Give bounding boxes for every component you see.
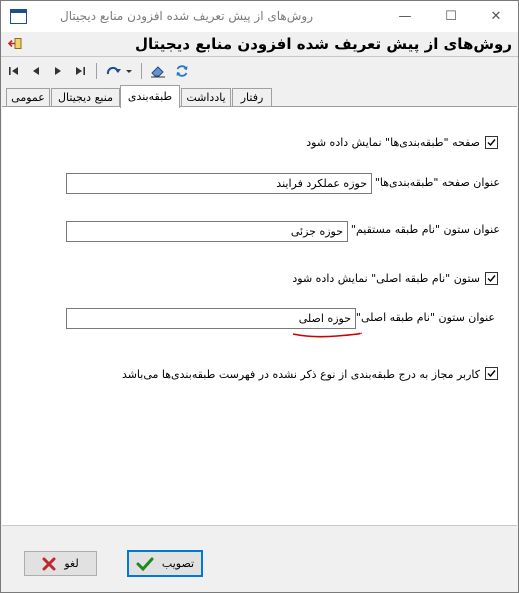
- window-title: روش‌های از پیش تعریف شده افزودن منابع دیجیتال: [60, 9, 313, 23]
- undo-dropdown-icon[interactable]: [104, 62, 134, 80]
- direct-class-column-title-field[interactable]: [66, 221, 348, 242]
- cancel-x-icon: [42, 557, 56, 571]
- main-class-column-title-field[interactable]: [66, 308, 356, 329]
- tab-behavior[interactable]: رفتار: [232, 88, 272, 107]
- dialog-footer: [2, 525, 517, 592]
- approve-check-icon: [136, 557, 154, 571]
- first-record-icon[interactable]: [5, 62, 23, 80]
- allow-unlisted-types-label: کاربر مجاز به درج طبقه‌بندی از نوع ذکر نشده در فهرست طبقه‌بندی‌ها می‌باشد: [121, 368, 480, 381]
- toolbar-separator: [96, 63, 97, 79]
- approve-button-label: تصویب: [161, 557, 195, 570]
- exit-arrow-icon[interactable]: [8, 38, 22, 49]
- show-categories-page-checkbox[interactable]: [485, 136, 498, 149]
- categories-page-title-label: عنوان صفحه "طبقه‌بندی‌ها": [374, 176, 500, 189]
- show-main-class-column-label: ستون "نام طبقه اصلی" نمایش داده شود: [292, 272, 480, 285]
- minimize-button[interactable]: —: [398, 9, 412, 24]
- main-class-column-title-input[interactable]: [75, 310, 351, 326]
- refresh-icon[interactable]: [173, 62, 191, 80]
- main-class-column-title-label: عنوان ستون "نام طبقه اصلی": [355, 311, 495, 324]
- last-record-icon[interactable]: [71, 62, 89, 80]
- allow-unlisted-types-checkbox[interactable]: [485, 367, 498, 380]
- maximize-button[interactable]: ☐: [445, 9, 457, 24]
- direct-class-column-title-label: عنوان ستون "نام طبقه مستقیم": [350, 223, 500, 236]
- close-button[interactable]: ✕: [490, 9, 502, 24]
- app-window-icon: [10, 9, 27, 24]
- next-record-icon[interactable]: [49, 62, 67, 80]
- form-header: [1, 32, 518, 57]
- tab-strip: [1, 85, 518, 107]
- cancel-button[interactable]: [24, 551, 97, 576]
- categories-page-title-input[interactable]: [75, 175, 367, 191]
- direct-class-column-title-input[interactable]: [74, 223, 343, 239]
- tab-notes[interactable]: یادداشت: [181, 88, 231, 107]
- annotation-underline: [292, 331, 362, 339]
- title-bar: [1, 1, 518, 32]
- approve-button[interactable]: [127, 550, 203, 577]
- cancel-button-label: لغو: [64, 557, 79, 570]
- show-categories-page-label: صفحه "طبقه‌بندی‌ها" نمایش داده شود: [306, 136, 480, 149]
- categories-page-title-field[interactable]: [66, 173, 372, 194]
- clear-eraser-icon[interactable]: [149, 62, 167, 80]
- prev-record-icon[interactable]: [27, 62, 45, 80]
- tab-categorization[interactable]: طبقه‌بندی: [120, 85, 180, 108]
- categorization-panel: [2, 106, 517, 525]
- form-title: روش‌های از پیش تعریف شده افزودن منابع دیجیتال: [135, 35, 512, 53]
- tab-digital-resource[interactable]: منبع دیجیتال: [51, 88, 120, 107]
- record-toolbar: [1, 58, 518, 84]
- show-main-class-column-checkbox[interactable]: [485, 272, 498, 285]
- tab-general[interactable]: عمومی: [6, 88, 50, 107]
- toolbar-separator: [141, 63, 142, 79]
